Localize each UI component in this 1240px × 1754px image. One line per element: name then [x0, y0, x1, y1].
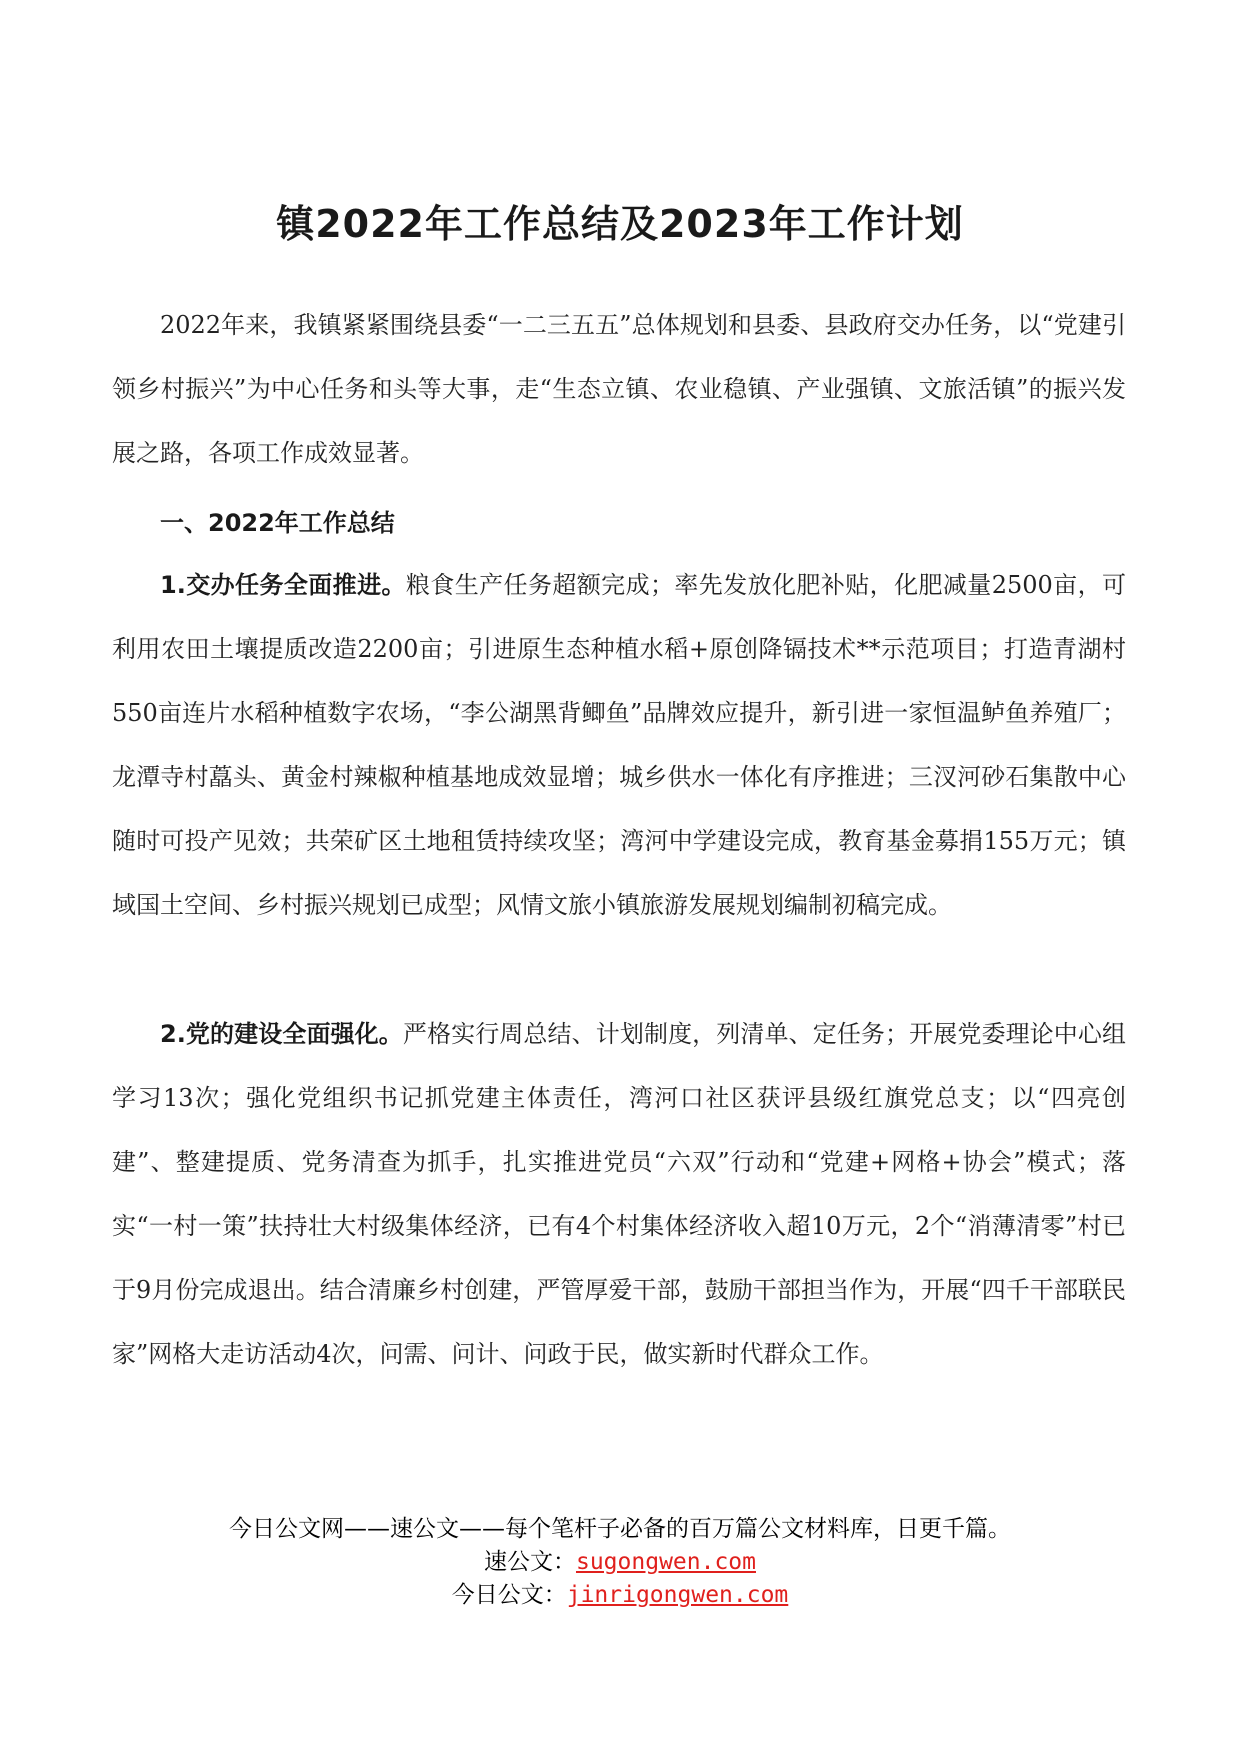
footer-promo-line: 今日公文网——速公文——每个笔杆子必备的百万篇公文材料库，日更千篇。 [229, 1516, 1011, 1542]
footer-jinrigongwen-label: 今日公文： [451, 1582, 567, 1608]
section-heading: 一、2022年工作总结 [160, 509, 395, 537]
item-1-text: 粮食生产任务超额完成；率先发放化肥补贴，化肥减量2500亩，可利用农田土壤提质改造2200亩；引进原生态种植水稻+原创降镉技术**示范项目；打造青湖村550亩连片水稻种植数字农场，“李公湖黑背鲫鱼”品牌效应提升，新引进一家恒温鲈鱼养殖厂；龙潭寺村藠头、黄金村辣椒种植基地成效显增；城乡供水一体化有序推进；三汊河砂石集散中心随时可投产见效；共荣矿区土地租赁持续攻坚；湾河中学建设完成，教育基金募捐155万元；镇域国土空间、乡村振兴规划已成型；风情文旅小镇旅游发展规划编制初稿完成。 [112, 571, 1126, 919]
item-2-text: 严格实行周总结、计划制度，列清单、定任务；开展党委理论中心组学习13次；强化党组织书记抓党建主体责任，湾河口社区获评县级红旗党总支；以“四亮创建”、整建提质、党务清查为抓手，扎实推进党员“六双”行动和“党建+网格+协会”模式；落实“一村一策”扶持壮大村级集体经济，已有4个村集体经济收入超10万元，2个“消薄清零”村已于9月份完成退出。结合清廉乡村创建，严管厚爱干部，鼓励干部担当作为，开展“四千干部联民家”网格大走访活动4次，问需、问计、问政于民，做实新时代群众工作。 [112, 1020, 1126, 1368]
item-2-lead: 2.党的建设全面强化。 [160, 1020, 403, 1048]
item-1-lead: 1.交办任务全面推进。 [160, 571, 406, 599]
item-2-paragraph [112, 1002, 1126, 1386]
item-1-paragraph [112, 553, 1126, 937]
footer-sugongwen-label: 速公文： [483, 1549, 576, 1575]
document-title: 镇2022年工作总结及2023年工作计划 [276, 202, 964, 246]
footer-sugongwen [0, 1543, 1240, 1576]
footer-jinrigongwen [0, 1576, 1240, 1609]
jinrigongwen-link[interactable]: jinrigongwen.com [566, 1582, 789, 1608]
sugongwen-link[interactable]: sugongwen.com [575, 1549, 756, 1575]
intro-paragraph: 2022年来，我镇紧紧围绕县委“一二三五五”总体规划和县委、县政府交办任务，以“党建引领乡村振兴”为中心任务和头等大事，走“生态立镇、农业稳镇、产业强镇、文旅活镇”的振兴发展之路，各项工作成效显著。 [112, 311, 1126, 467]
